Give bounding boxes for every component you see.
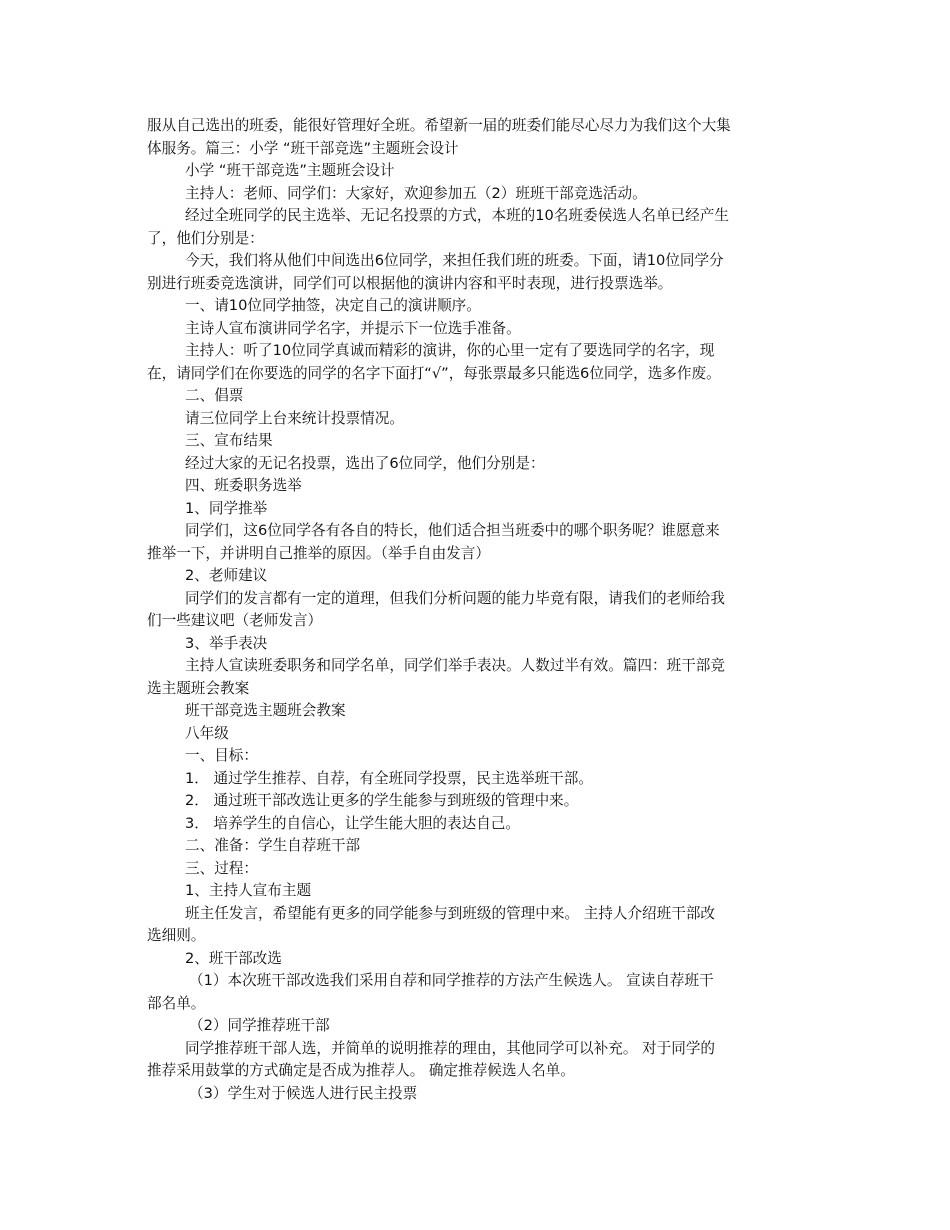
text-line: 服从自己选出的班委，能很好管理好全班。希望新一届的班委们能尽心尽力为我们这个大集 — [147, 117, 731, 134]
text-line: 选细则。 — [147, 927, 206, 944]
text-line: （3）学生对于候选人进行民主投票 — [189, 1084, 418, 1102]
text-line: 请三位同学上台来统计投票情况。 — [185, 409, 404, 427]
text-line: 同学们的发言都有一定的道理，但我们分析问题的能力毕竟有限，请我们的老师给我 — [185, 589, 725, 607]
text-line: 主持人：听了10位同学真诚而精彩的演讲，你的心里一定有了要选同学的名字，现 — [185, 342, 715, 359]
text-line: 2． 通过班干部改选让更多的学生能参与到班级的管理中来。 — [185, 792, 579, 809]
text-line: 小学 “班干部竞选”主题班会设计 — [185, 162, 395, 179]
text-line: 们一些建议吧（老师发言） — [147, 612, 323, 629]
text-line: 班干部竞选主题班会教案 — [185, 702, 346, 719]
text-line: 了，他们分别是： — [147, 229, 264, 247]
text-line: 2、老师建议 — [185, 567, 268, 584]
text-line: 经过全班同学的民主选举、无记名投票的方式，本班的10名班委侯选人名单已经产生 — [185, 207, 729, 224]
text-line: 同学推荐班干部人选，并简单的说明推荐的理由，其他同学可以补充。 对于同学的 — [185, 1039, 716, 1057]
text-line: 班主任发言，希望能有更多的同学能参与到班级的管理中来。 主持人介绍班干部改 — [185, 904, 716, 922]
text-line: （1）本次班干部改选我们采用自荐和同学推荐的方法产生候选人。 宣读自荐班干 — [189, 972, 714, 989]
text-line: 在，请同学们在你要选的同学的名字下面打“√”，每张票最多只能选6位同学，选多作废。 — [147, 364, 721, 382]
text-line: 二、准备：学生自荐班干部 — [185, 837, 361, 854]
text-line: 三、过程： — [185, 859, 258, 877]
text-line: 1、同学推举 — [185, 499, 268, 517]
text-line: 经过大家的无记名投票，选出了6位同学，他们分别是： — [185, 454, 545, 472]
document-body — [147, 115, 807, 1105]
text-line: 主诗人宣布演讲同学名字，并提示下一位选手准备。 — [185, 319, 521, 337]
text-line: 一、请10位同学抽签，决定自己的演讲顺序。 — [185, 297, 481, 314]
text-line: 选主题班会教案 — [147, 679, 250, 697]
text-line: 八年级 — [185, 724, 229, 742]
text-line: 主持人：老师、同学们：大家好，欢迎参加五（2）班班干部竞选活动。 — [185, 184, 647, 202]
text-line: 部名单。 — [147, 994, 206, 1012]
text-line: 主持人宣读班委职务和同学名单，同学们举手表决。人数过半有效。篇四：班干部竞 — [185, 657, 725, 674]
text-line: 二、倡票 — [185, 387, 244, 404]
text-line: 四、班委职务选举 — [185, 477, 302, 494]
text-line: 3、举手表决 — [185, 634, 268, 652]
text-line: 同学们，这6位同学各有各自的特长，他们适合担当班委中的哪个职务呢？谁愿意来 — [185, 522, 720, 539]
text-line: 体服务。篇三：小学 “班干部竞选”主题班会设计 — [147, 139, 459, 157]
text-line: 今天，我们将从他们中间选出6位同学，来担任我们班的班委。下面，请10位同学分 — [185, 252, 724, 269]
text-line: 1． 通过学生推荐、自荐，有全班同学投票，民主选举班干部。 — [185, 769, 593, 787]
text-line: 推荐采用鼓掌的方式确定是否成为推荐人。 确定推荐候选人名单。 — [147, 1062, 575, 1079]
text-line: 别进行班委竞选演讲，同学们可以根据他的演讲内容和平时表现，进行投票选举。 — [147, 274, 673, 292]
text-line: 3． 培养学生的自信心，让学生能大胆的表达自己。 — [185, 814, 520, 832]
text-line: 2、班干部改选 — [185, 949, 282, 967]
text-line: 1、主持人宣布主题 — [185, 882, 312, 899]
text-line: 一、目标： — [185, 747, 258, 764]
text-line: 推举一下，并讲明自己推举的原因。（举手自由发言） — [147, 544, 490, 562]
text-line: （2）同学推荐班干部 — [189, 1017, 330, 1034]
text-line: 三、宣布结果 — [185, 432, 273, 449]
